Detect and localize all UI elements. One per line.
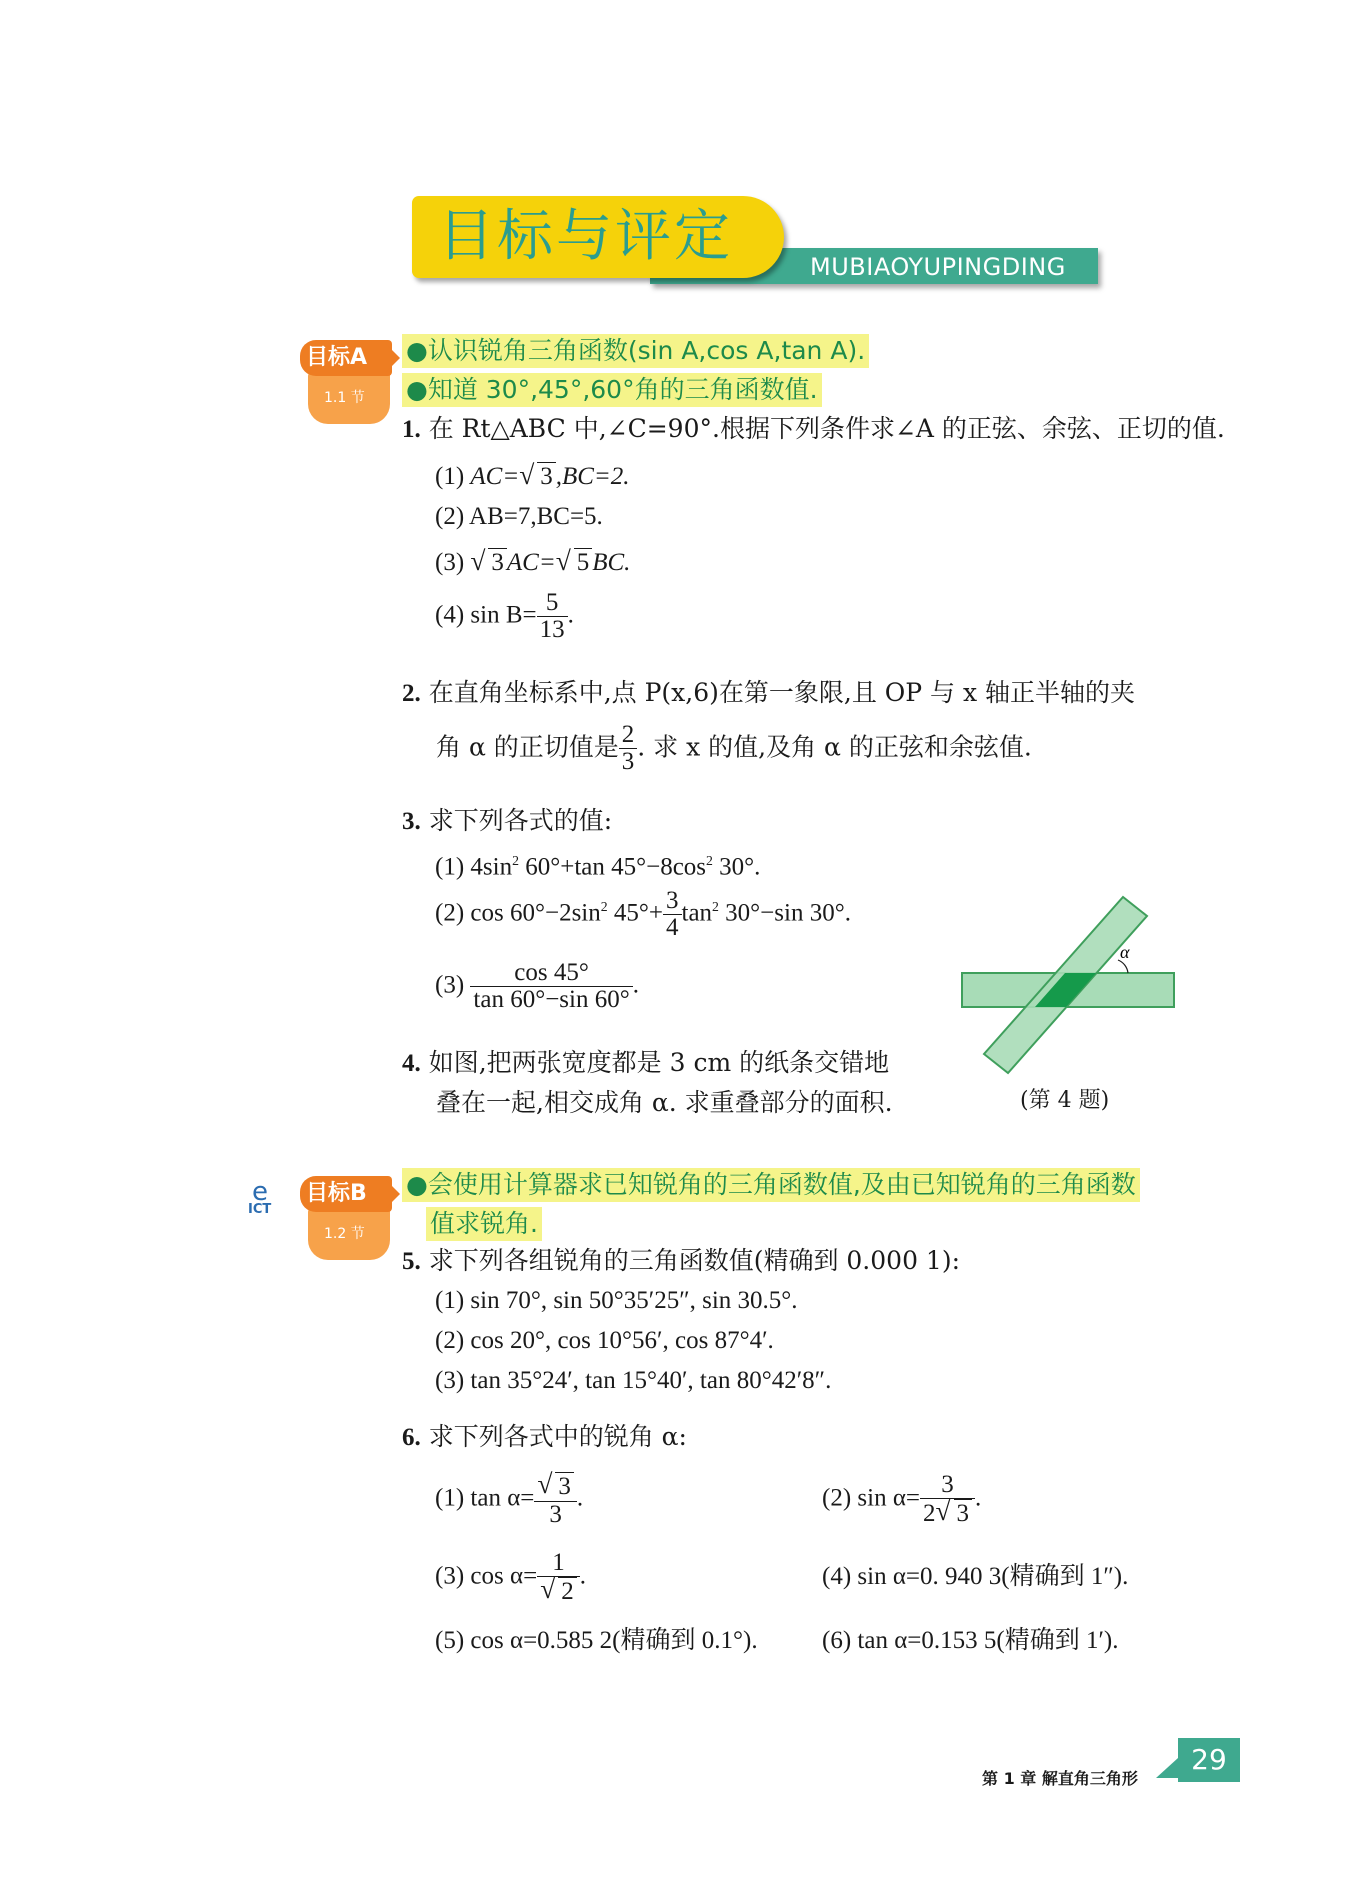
question-6-part-3 [435, 1550, 586, 1606]
q3-p2-sup-2: 2 [712, 899, 719, 915]
footer-accent [1156, 1758, 1178, 1778]
goal-a-line-1: ●认识锐角三角函数(sin A,cos A,tan A). [402, 334, 869, 368]
q3-p3-denominator: tan 60°−sin 60° [473, 986, 630, 1014]
question-1-number: 1. [402, 416, 421, 443]
q6-p3-label: (3) cos α= [435, 1562, 538, 1590]
q1-p1-label: (1) [435, 463, 465, 490]
q3-p2-numerator: 3 [663, 888, 682, 915]
sqrt-symbol: √ 2 [540, 1577, 577, 1606]
question-1-part-3 [435, 546, 630, 580]
q6-p2-denominator-coef: 2 [923, 1500, 936, 1528]
sqrt-symbol: √ 3 [537, 1472, 574, 1501]
question-3-part-2 [435, 888, 851, 942]
q3-p2-d: 30°−sin 30°. [718, 899, 851, 927]
question-5-part-3: (3) tan 35°24′, tan 15°40′, tan 80°42′8″. [435, 1367, 832, 1394]
fraction [663, 888, 682, 942]
question-2-line-1 [402, 676, 1135, 711]
q3-p2-sup-1: 2 [600, 899, 608, 915]
question-2-text-2b: . 求 x 的值,及角 α 的正弦和余弦值. [637, 732, 1032, 762]
q6-p2-label: (2) sin α= [822, 1484, 921, 1512]
goal-b-label: 目标B [306, 1181, 367, 1206]
q6-p2-numerator: 3 [920, 1472, 975, 1499]
q6-p2-radicand: 3 [954, 1499, 973, 1528]
q3-p3-label: (3) [435, 971, 465, 999]
q1-p1-b: ,BC=2. [555, 463, 630, 490]
question-3 [402, 804, 612, 839]
angle-label: α [1120, 942, 1130, 962]
q3-p2-b: 45°+ [607, 899, 663, 927]
q3-p1-c: 30°. [712, 853, 761, 881]
sqrt-symbol: √ 5 [556, 546, 593, 580]
q1-p1-a: AC= [470, 463, 520, 490]
fraction [537, 1550, 580, 1606]
q6-p1-label: (1) tan α= [435, 1484, 535, 1512]
question-4-text-1: 如图,把两张宽度都是 3 cm 的纸条交错地 [428, 1048, 890, 1077]
q3-p2-a: cos 60°−2sin [470, 899, 601, 927]
sqrt-symbol: √ 3 [470, 546, 507, 580]
question-3-text: 求下列各式的值: [428, 806, 613, 835]
q3-p1-sup-1: 2 [512, 853, 519, 868]
question-6-part-4: (4) sin α=0. 940 3(精确到 1″). [822, 1563, 1129, 1590]
figure-4-paper-strips [960, 888, 1180, 1078]
question-2-number: 2. [402, 680, 421, 707]
question-6-part-5: (5) cos α=0.585 2(精确到 0.1°). [435, 1627, 758, 1654]
goal-b-badge [300, 1176, 392, 1268]
q1-p3-end: BC. [592, 549, 631, 576]
question-5-number: 5. [402, 1248, 421, 1275]
question-1-part-4 [435, 590, 574, 644]
q1-p4-label: (4) sin B= [435, 601, 537, 629]
footer-chapter: 第 1 章 解直角三角形 [982, 1769, 1138, 1788]
question-4-number: 4. [402, 1050, 421, 1077]
question-5-text: 求下列各组锐角的三角函数值(精确到 0.000 1): [428, 1246, 961, 1275]
question-4-line-1 [402, 1046, 889, 1081]
goal-a-section: 1.1 节 [324, 390, 365, 406]
question-5-part-2: (2) cos 20°, cos 10°56′, cos 87°4′. [435, 1327, 774, 1354]
q3-p2-c: tan [681, 899, 713, 927]
question-1-text: 在 Rt△ABC 中,∠C=90°.根据下列条件求∠A 的正弦、余弦、正切的值. [428, 414, 1225, 443]
question-5 [402, 1244, 960, 1279]
page-number: 29 [1178, 1738, 1240, 1782]
q1-p4-end: . [567, 601, 574, 629]
goal-b-line-2: 值求锐角. [426, 1207, 542, 1241]
q2-denominator: 3 [621, 748, 635, 776]
q3-p2-denominator: 4 [666, 914, 679, 942]
question-2-text-2a: 角 α 的正切值是 [436, 732, 619, 762]
question-6-text: 求下列各式中的锐角 α: [428, 1422, 687, 1451]
q6-p2-end: . [975, 1484, 982, 1512]
q3-p3-end: . [632, 971, 639, 999]
question-4-line-2: 叠在一起,相交成角 α. 求重叠部分的面积. [436, 1088, 893, 1117]
q6-p1-radicand: 3 [555, 1472, 574, 1501]
sqrt-symbol: √ 3 [519, 460, 556, 494]
fraction [537, 590, 568, 644]
fraction [534, 1468, 577, 1528]
question-1-part-2: (2) AB=7,BC=5. [435, 503, 603, 530]
q6-p3-radicand: 2 [558, 1577, 577, 1606]
fraction [470, 960, 632, 1014]
question-6 [402, 1420, 687, 1455]
question-5-part-1: (1) sin 70°, sin 50°35′25″, sin 30.5°. [435, 1287, 798, 1314]
q1-p3-radicand-1: 3 [488, 548, 507, 577]
question-3-part-3 [435, 960, 639, 1014]
question-6-part-6: (6) tan α=0.153 5(精确到 1′). [822, 1627, 1119, 1654]
q6-p1-denominator: 3 [549, 1500, 562, 1528]
goal-a-line-2: ●知道 30°,45°,60°角的三角函数值. [402, 373, 822, 407]
q1-p3-radicand-2: 5 [574, 548, 593, 577]
goal-a-label: 目标A [306, 345, 368, 370]
question-6-part-1 [435, 1468, 584, 1528]
question-2-text-1: 在直角坐标系中,点 P(x,6)在第一象限,且 OP 与 x 轴正半轴的夹 [428, 678, 1136, 707]
fraction [920, 1472, 975, 1528]
q1-p1-radicand: 3 [537, 462, 556, 491]
q1-p3-mid: AC= [506, 549, 556, 576]
q3-p2-label: (2) [435, 899, 465, 927]
goal-b-line-1: ●会使用计算器求已知锐角的三角函数值,及由已知锐角的三角函数 [402, 1168, 1140, 1202]
fraction [619, 722, 638, 776]
question-3-number: 3. [402, 808, 421, 835]
question-3-part-1 [435, 844, 760, 884]
q3-p1-label: (1) [435, 853, 465, 881]
q1-p3-label: (3) [435, 549, 465, 576]
q6-p3-numerator: 1 [537, 1550, 580, 1577]
q6-p1-end: . [576, 1484, 584, 1512]
question-1-part-1 [435, 460, 630, 494]
figure-4-caption: (第 4 题) [1020, 1088, 1110, 1113]
question-6-part-2 [822, 1472, 981, 1528]
page-subtitle: MUBIAOYUPINGDING [810, 253, 1066, 281]
q3-p1-sup-2: 2 [706, 853, 713, 868]
q3-p1-a: 4sin [470, 853, 513, 881]
title-banner [412, 196, 1112, 296]
q3-p1-b: 60°+tan 45°−8cos [518, 853, 707, 881]
question-1 [402, 412, 1225, 447]
q3-p3-numerator: cos 45° [470, 960, 632, 987]
goal-b-section: 1.2 节 [324, 1226, 365, 1242]
q6-p3-end: . [579, 1562, 586, 1590]
ict-icon: e ICT [248, 1177, 272, 1217]
q2-numerator: 2 [619, 722, 638, 749]
q1-p4-denominator: 13 [539, 616, 565, 644]
goal-a-badge [300, 340, 392, 432]
question-2-line-2 [436, 722, 1032, 776]
sqrt-symbol: √ 3 [936, 1499, 973, 1528]
page-title: 目标与评定 [438, 204, 733, 269]
q1-p4-numerator: 5 [537, 590, 568, 617]
question-6-number: 6. [402, 1424, 421, 1451]
ict-icon-label: ICT [248, 1202, 272, 1217]
